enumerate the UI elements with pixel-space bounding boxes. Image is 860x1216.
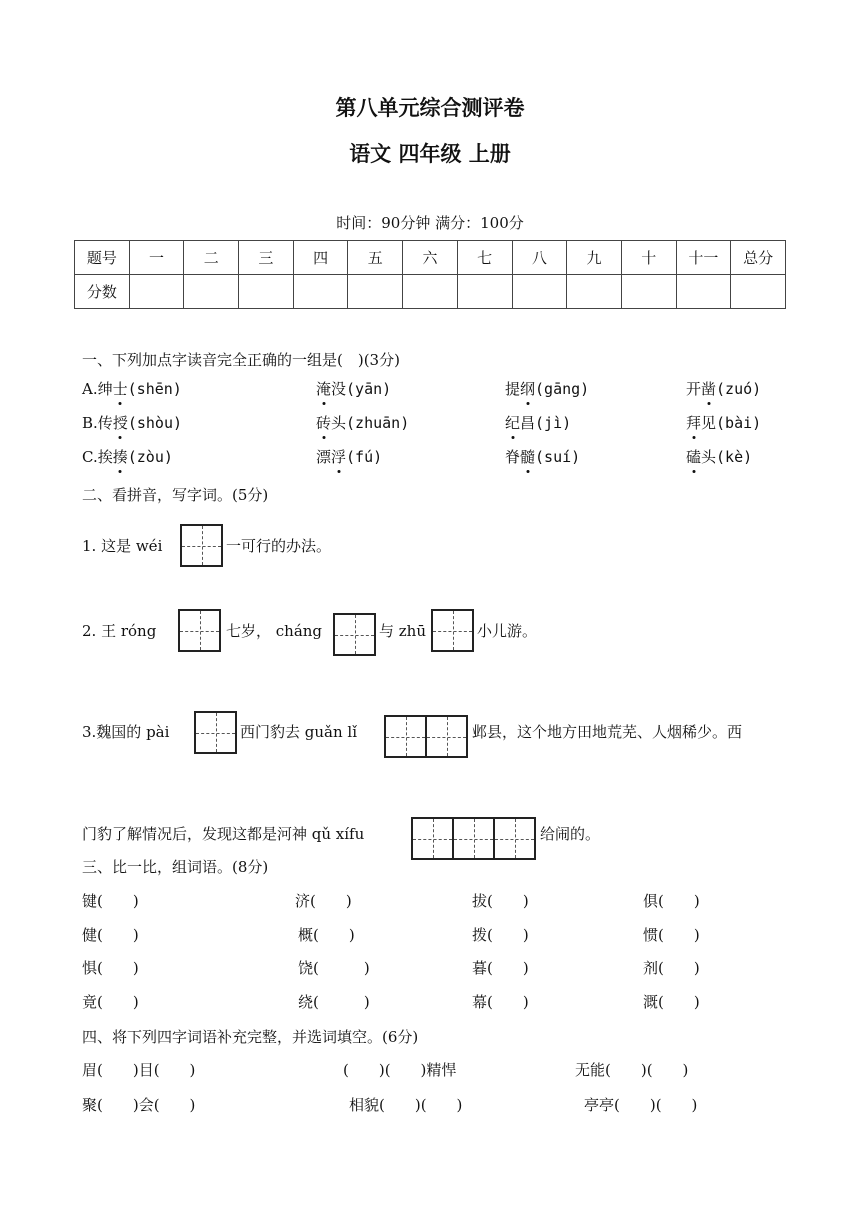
q3-item: 剂( )	[643, 959, 700, 977]
score-input-cell[interactable]	[567, 275, 622, 309]
q1-heading: 一、下列加点字读音完全正确的一组是( )(3分)	[82, 351, 400, 369]
q2-sentence-4-b: 给闹的。	[540, 825, 601, 843]
pinyin: (bài)	[716, 414, 762, 432]
score-input-cell[interactable]	[621, 275, 676, 309]
pinyin: (kè)	[716, 448, 753, 466]
option-label: A.	[82, 380, 98, 398]
q2-sentence-3-c: 邺县，这个地方田地荒芜、人烟稀少。西	[472, 723, 743, 741]
q3-item: 幕( )	[472, 993, 529, 1011]
q4-heading: 四、将下列四字词语补充完整，并选词填空。(6分)	[82, 1028, 419, 1046]
dotted-char: 揍	[112, 448, 128, 466]
page-subtitle: 语文 四年级 上册	[349, 142, 511, 166]
score-input-cell[interactable]	[129, 275, 184, 309]
q1-item	[316, 413, 409, 433]
score-input-cell[interactable]	[457, 275, 512, 309]
score-input-cell[interactable]	[293, 275, 348, 309]
q3-item: 竟( )	[82, 993, 139, 1011]
pinyin: (suí)	[535, 448, 581, 466]
score-input-cell[interactable]	[403, 275, 458, 309]
q3-item: 拔( )	[472, 892, 529, 910]
dotted-char: 纲	[520, 380, 536, 398]
writing-box[interactable]	[384, 715, 427, 758]
q3-item: 键( )	[82, 892, 139, 910]
writing-box[interactable]	[452, 817, 495, 860]
table-cell: 三	[239, 241, 294, 275]
pinyin: (gāng)	[535, 380, 590, 398]
q2-sentence-3-a: 3.魏国的 pài	[82, 723, 170, 741]
q2-sentence-3-b: 西门豹去 guǎn lǐ	[240, 723, 357, 741]
page-title: 第八单元综合测评卷	[335, 96, 525, 120]
word-part: 传	[97, 414, 113, 432]
q3-item: 济( )	[295, 892, 352, 910]
q3-item: 概( )	[298, 926, 355, 944]
score-table-header-row	[75, 241, 786, 275]
q4-item: ( )( )精悍	[343, 1061, 457, 1079]
table-cell: 九	[567, 241, 622, 275]
writing-box[interactable]	[194, 711, 237, 754]
pinyin: (fú)	[346, 448, 383, 466]
table-cell: 二	[184, 241, 239, 275]
pinyin: (zòu)	[127, 448, 173, 466]
word-part: 脊	[505, 448, 521, 466]
pinyin: (zhuān)	[346, 414, 410, 432]
dotted-char: 淹	[316, 380, 332, 398]
q1-option-b	[82, 413, 182, 433]
table-cell: 六	[403, 241, 458, 275]
dotted-char: 纪	[505, 414, 521, 432]
q1-item	[686, 379, 761, 399]
q3-item: 饶( )	[298, 959, 370, 977]
q2-sentence-2-b: 七岁， cháng	[226, 622, 323, 640]
q1-item	[686, 447, 752, 467]
q4-item: 亭亭( )( )	[584, 1096, 698, 1114]
q3-item: 拨( )	[472, 926, 529, 944]
word-part: 漂	[316, 448, 332, 466]
writing-box[interactable]	[411, 817, 454, 860]
option-label: B.	[82, 414, 98, 432]
dotted-char: 凿	[701, 380, 717, 398]
writing-box[interactable]	[333, 613, 376, 656]
q3-item: 健( )	[82, 926, 139, 944]
q2-sentence-2-c: 与 zhū	[379, 622, 426, 640]
pinyin: (yān)	[346, 380, 392, 398]
q2-sentence-2-a: 2. 王 róng	[82, 622, 157, 640]
score-input-cell[interactable]	[184, 275, 239, 309]
score-table-score-row	[75, 275, 786, 309]
table-cell: 八	[512, 241, 567, 275]
q1-item	[505, 379, 589, 399]
dotted-char: 浮	[331, 448, 347, 466]
q3-heading: 三、比一比，组词语。(8分)	[82, 858, 269, 876]
q1-option-a	[82, 379, 182, 399]
q2-sentence-1-a: 1. 这是 wéi	[82, 537, 163, 555]
writing-box[interactable]	[493, 817, 536, 860]
option-label: C.	[82, 448, 98, 466]
time-info: 时间：90分钟 满分：100分	[336, 214, 524, 232]
writing-box[interactable]	[431, 609, 474, 652]
q1-item	[505, 447, 580, 467]
word-part: 见	[701, 414, 717, 432]
table-cell: 题号	[75, 241, 130, 275]
q1-item	[316, 447, 382, 467]
score-input-cell[interactable]	[731, 275, 786, 309]
q3-item: 暮( )	[472, 959, 529, 977]
dotted-char: 拜	[686, 414, 702, 432]
q4-item: 无能( )( )	[575, 1061, 689, 1079]
writing-box[interactable]	[178, 609, 221, 652]
table-cell: 十	[621, 241, 676, 275]
dotted-char: 授	[112, 414, 128, 432]
dotted-char: 砖	[316, 414, 332, 432]
table-cell: 五	[348, 241, 403, 275]
pinyin: (jì)	[535, 414, 572, 432]
word-part: 提	[505, 380, 521, 398]
table-cell: 七	[457, 241, 512, 275]
writing-box[interactable]	[425, 715, 468, 758]
word-part: 头	[701, 448, 717, 466]
dotted-char: 士	[112, 380, 128, 398]
dotted-char: 髓	[520, 448, 536, 466]
table-cell: 总分	[731, 241, 786, 275]
table-cell: 十一	[676, 241, 731, 275]
word-part: 昌	[520, 414, 536, 432]
word-part: 没	[331, 380, 347, 398]
q1-item	[686, 413, 761, 433]
q4-item: 眉( )目( )	[82, 1061, 196, 1079]
score-input-cell[interactable]	[239, 275, 294, 309]
q1-item	[505, 413, 571, 433]
q3-item: 绕( )	[298, 993, 370, 1011]
q3-item: 惯( )	[643, 926, 700, 944]
word-part: 绅	[97, 380, 113, 398]
pinyin: (shēn)	[127, 380, 182, 398]
q2-sentence-4-a: 门豹了解情况后，发现这都是河神 qǔ xífu	[82, 825, 365, 843]
score-input-cell[interactable]	[512, 275, 567, 309]
table-cell: 一	[129, 241, 184, 275]
table-cell-score-label: 分数	[75, 275, 130, 309]
q3-item: 溉( )	[643, 993, 700, 1011]
word-part: 开	[686, 380, 702, 398]
dotted-char: 磕	[686, 448, 702, 466]
score-input-cell[interactable]	[676, 275, 731, 309]
score-input-cell[interactable]	[348, 275, 403, 309]
q2-sentence-2-d: 小儿游。	[477, 622, 538, 640]
q1-item	[316, 379, 391, 399]
table-cell: 四	[293, 241, 348, 275]
q2-sentence-1-b: 一可行的办法。	[226, 537, 332, 555]
q4-item: 聚( )会( )	[82, 1096, 196, 1114]
pinyin: (shòu)	[127, 414, 183, 432]
writing-box[interactable]	[180, 524, 223, 567]
q3-item: 惧( )	[82, 959, 139, 977]
score-table	[74, 240, 786, 309]
pinyin: (zuó)	[716, 380, 762, 398]
q4-item: 相貌( )( )	[349, 1096, 463, 1114]
word-part: 挨	[97, 448, 113, 466]
q3-item: 俱( )	[643, 892, 700, 910]
word-part: 头	[331, 414, 347, 432]
q1-option-c	[82, 447, 173, 467]
q2-heading: 二、看拼音，写字词。(5分)	[82, 486, 269, 504]
